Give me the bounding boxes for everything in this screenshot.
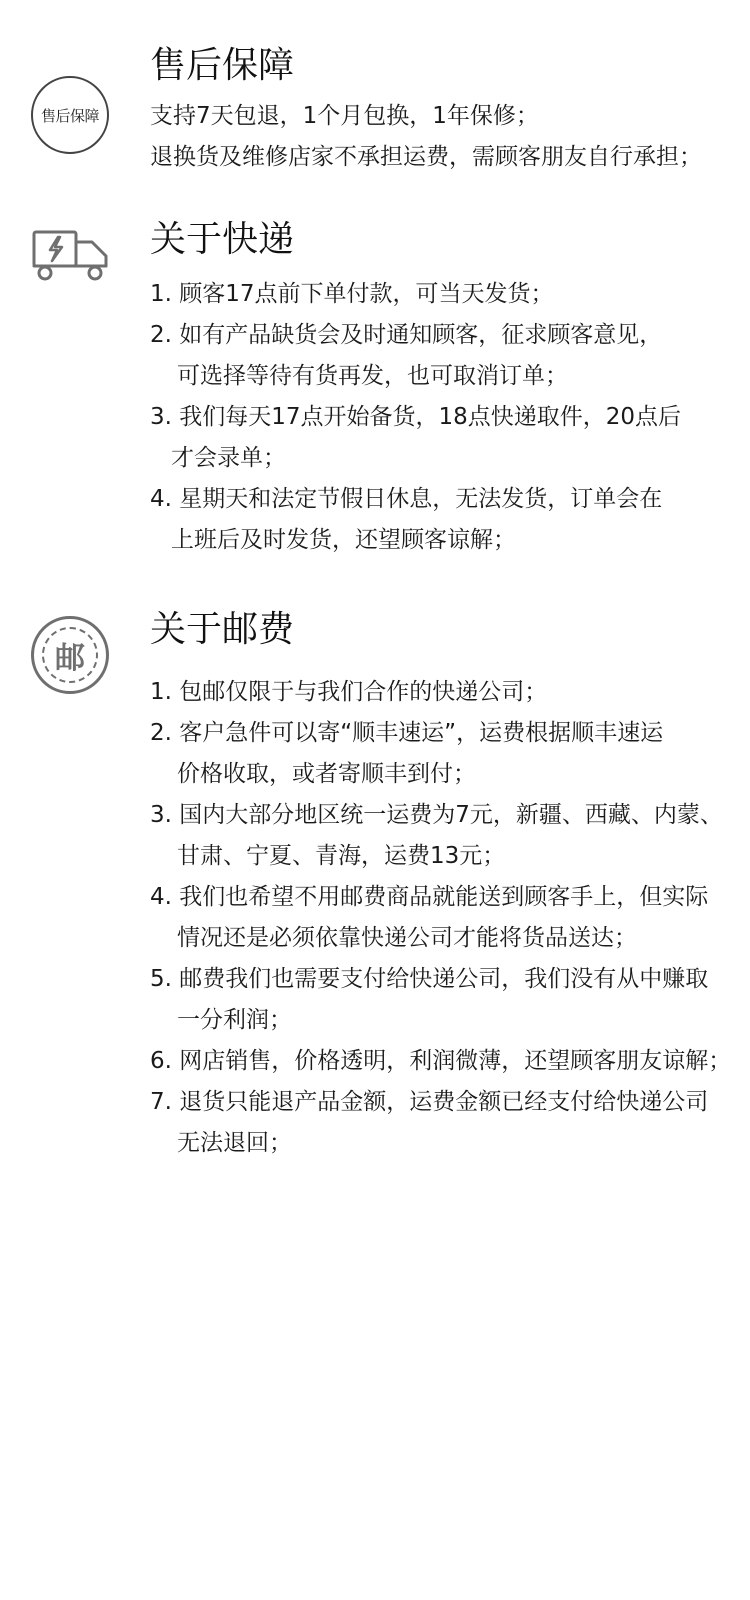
delivery-title: 关于快递 xyxy=(150,219,295,260)
truck-graphic xyxy=(32,228,110,282)
postage-line: 1. 包邮仅限于与我们合作的快递公司； xyxy=(150,679,548,705)
postage-line: 一分利润； xyxy=(177,1007,292,1033)
postage-line: 5. 邮费我们也需要支付给快递公司，我们没有从中赚取 xyxy=(150,966,709,992)
postage-line: 2. 客户急件可以寄“顺丰速运”，运费根据顺丰速运 xyxy=(150,720,664,746)
delivery-line: 上班后及时发货，还望顾客谅解； xyxy=(171,527,516,553)
postage-line: 价格收取，或者寄顺丰到付； xyxy=(177,761,476,787)
postage-line: 6. 网店销售，价格透明，利润微薄，还望顾客朋友谅解； xyxy=(150,1048,732,1074)
postage-line: 4. 我们也希望不用邮费商品就能送到顾客手上，但实际 xyxy=(150,884,709,910)
postage-badge-label: 邮 xyxy=(55,641,85,676)
postage-line: 无法退回； xyxy=(177,1130,292,1156)
delivery-text xyxy=(150,274,681,561)
after-sales-text xyxy=(150,96,702,178)
after-sales-line: 支持7天包退，1个月包换，1年保修； xyxy=(150,103,539,129)
postage-line: 情况还是必须依靠快递公司才能将货品送达； xyxy=(177,925,637,951)
delivery-line: 才会录单； xyxy=(171,445,286,471)
delivery-line: 2. 如有产品缺货会及时通知顾客，征求顾客意见， xyxy=(150,322,663,348)
postage-line: 3. 国内大部分地区统一运费为7元，新疆、西藏、内蒙、 xyxy=(150,802,723,828)
after-sales-badge-label: 售后保障 xyxy=(40,106,99,125)
postage-title: 关于邮费 xyxy=(150,609,295,650)
after-sales-line: 退换货及维修店家不承担运费，需顾客朋友自行承担； xyxy=(150,144,702,170)
delivery-line: 可选择等待有货再发，也可取消订单； xyxy=(177,363,568,389)
after-sales-badge-ring xyxy=(31,76,109,154)
postage-line: 7. 退货只能退产品金额，运费金额已经支付给快递公司 xyxy=(150,1089,709,1115)
delivery-line: 1. 顾客17点前下单付款，可当天发货； xyxy=(150,281,554,307)
delivery-truck-icon xyxy=(32,228,110,282)
delivery-line: 3. 我们每天17点开始备货，18点快递取件，20点后 xyxy=(150,404,682,430)
postage-stamp-icon xyxy=(31,616,111,696)
postage-badge-outer-ring xyxy=(31,616,109,694)
after-sales-badge-icon xyxy=(31,76,111,156)
delivery-line: 4. 星期天和法定节假日休息，无法发货，订单会在 xyxy=(150,486,663,512)
postage-line: 甘肃、宁夏、青海，运费13元； xyxy=(177,843,506,869)
postage-text xyxy=(150,672,731,1164)
postage-badge-inner-ring xyxy=(42,627,98,683)
after-sales-title: 售后保障 xyxy=(150,45,295,86)
